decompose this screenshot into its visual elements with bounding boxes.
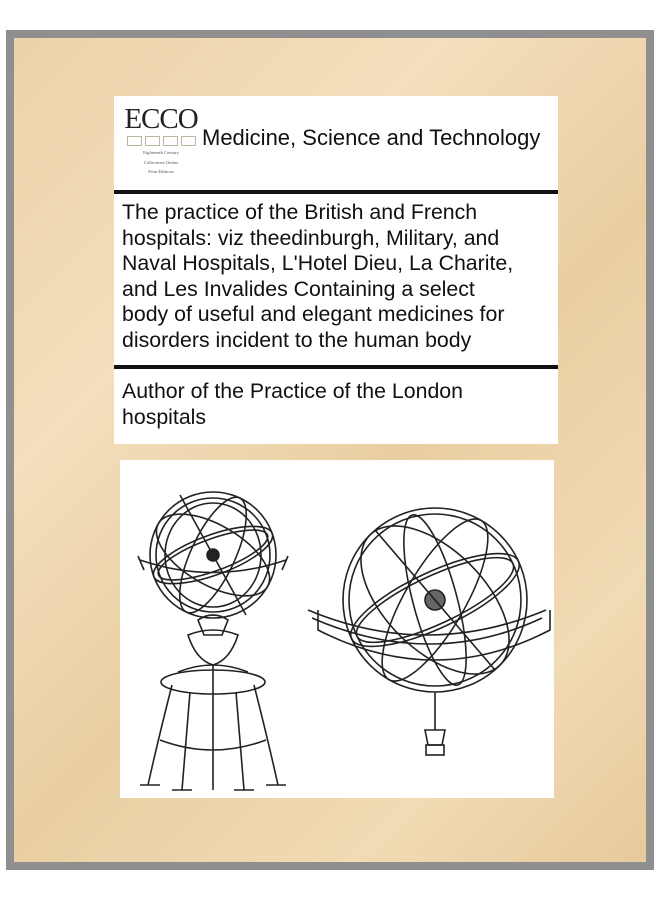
book-author-line: hospitals [122,404,207,429]
book-title-line: and Les Invalides Containing a select [122,276,475,301]
ecco-logo-line: Collections Online [143,159,179,165]
ecco-logo-boxes [124,136,198,146]
armillary-sphere-right-icon [308,500,550,755]
author-block [114,369,558,444]
ecco-logo-mark: ECCO [124,103,198,135]
book-author [122,379,554,430]
ecco-logo-line: Eighteenth Century [143,150,179,155]
ecco-logo [124,104,198,182]
book-title-line: Naval Hospitals, L'Hotel Dieu, La Charite, [122,251,514,275]
book-title-line: disorders incident to the human body [122,327,472,352]
armillary-spheres-illustration [120,460,554,798]
ecco-logo-line: Print Editions [148,169,174,175]
series-header [114,96,558,190]
book-title-line: The practice of the British and French [122,200,478,224]
series-title: Medicine, Science and Technology [202,125,541,150]
book-title [122,200,554,353]
book-author-line: Author of the Practice of the London [122,379,463,403]
armillary-sphere-left-icon [138,489,288,790]
book-title-line: body of useful and elegant medicines for [122,302,505,326]
book-title-line: hospitals: viz theedinburgh, Military, and [122,225,500,250]
cover-illustration [120,460,554,798]
title-block [114,194,558,365]
